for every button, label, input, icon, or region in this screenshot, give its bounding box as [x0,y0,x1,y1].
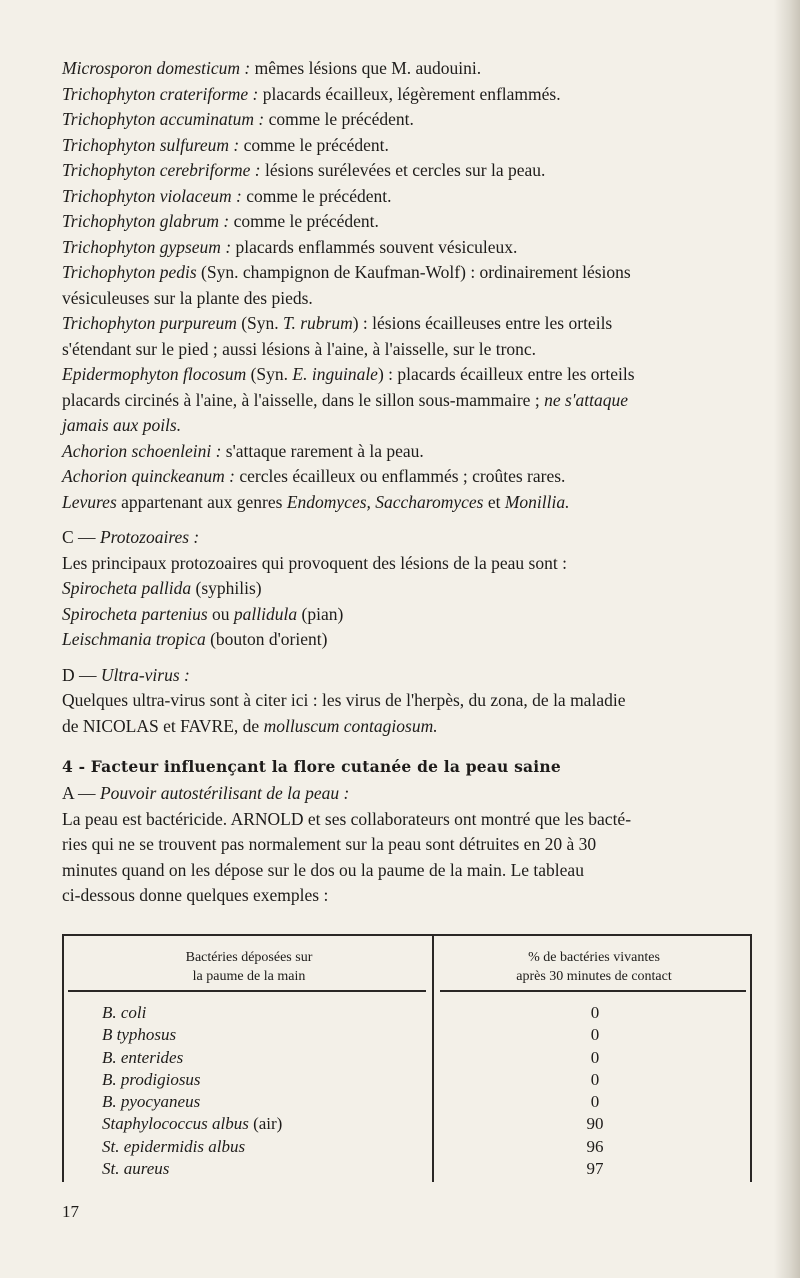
page-number: 17 [62,1202,79,1221]
table-header-left: Bactéries déposées sur la paume de la main [185,950,313,984]
virus-paragraph-line-1: Quelques ultra-virus sont à citer ici : les virus de l'herpès, du zona, de la maladie [62,690,626,710]
page-edge-shadow [774,0,800,1278]
table-right-rule [750,934,752,1182]
table-header-right: % de bactéries vivantes après 30 minutes de contact [516,950,672,984]
quinckeanum-line: Achorion quinckeanum : cercles écailleux ou enflammés ; croûtes rares. [62,466,566,486]
section-d-heading: D — Ultra-virus : [62,664,190,685]
table-row: St. aureus 97 [102,1159,604,1179]
pedis-line-2: vésiculeuses sur la plante des pieds. [62,287,313,308]
table-row: St. epidermidis albus 96 [102,1136,604,1156]
section-4-heading: 4 - Facteur influençant la flore cutanée de la peau saine [62,757,561,776]
table-left-rule [62,934,64,1182]
protozoa-intro: Les principaux protozoaires qui provoquent des lésions de la peau sont : [62,552,567,573]
species-line: Trichophyton crateriforme : placards écailleux, légèrement enflammés. [62,83,561,104]
species-line: Trichophyton gypseum : placards enflammés souvent vésiculeux. [62,236,518,257]
table-body [102,1002,742,1180]
virus-paragraph-line-2: de NICOLAS et FAVRE, de molluscum contagiosum. [62,715,438,736]
section-a-heading: A — Pouvoir autostérilisant de la peau : [62,783,350,803]
protozoa-item: Spirocheta partenius ou pallidula (pian) [62,603,344,624]
paragraph-a-line: minutes quand on les dépose sur le dos ou la paume de la main. Le tableau [62,859,584,880]
table-row: B. pyocyaneus 0 [102,1092,600,1112]
flocosum-line-3: jamais aux poils. [62,415,182,435]
flocosum-line-1: Epidermophyton flocosum (Syn. E. inguinale) : placards écailleux entre les orteils [62,364,635,384]
protozoa-item: Leischmania tropica (bouton d'orient) [62,629,328,649]
table-row: B. coli 0 [102,1003,600,1022]
section-c-heading: C — Protozoaires : [62,527,200,547]
paragraph-a-line: La peau est bactéricide. ARNOLD et ses collaborateurs ont montré que les bacté- [62,808,632,829]
table-row: Staphylococcus albus (air) 90 [102,1114,604,1134]
species-line: Trichophyton sulfureum : comme le précédent. [62,134,389,155]
species-line: Trichophyton violaceum : comme le précédent. [62,185,392,206]
bacteria-table [62,934,752,1182]
table-row: B typhosus 0 [102,1025,600,1045]
species-line: Microsporon domesticum : mêmes lésions que M. audouini. [62,58,482,78]
paragraph-a-line: ries qui ne se trouvent pas normalement sur la peau sont détruites en 20 à 30 [62,834,597,854]
table-row: B. prodigiosus 0 [102,1069,600,1089]
protozoa-list [62,576,762,653]
table-header-rule-left [68,990,426,992]
paragraph-a-line: ci-dessous donne quelques exemples : [62,885,329,905]
schoenleini-line: Achorion schoenleini : s'attaque rarement à la peau. [62,440,424,461]
pedis-line-1: Trichophyton pedis (Syn. champignon de Kaufman-Wolf) : ordinairement lésions [62,262,631,282]
purpureum-line-1: Trichophyton purpureum (Syn. T. rubrum) : lésions écailleuses entre les orteils [62,313,613,333]
species-list [62,56,762,515]
species-line: Trichophyton cerebriforme : lésions surélevées et cercles sur la peau. [62,160,546,180]
species-line: Trichophyton accuminatum : comme le précédent. [62,109,414,129]
table-header-rule-right [440,990,746,992]
species-line: Trichophyton glabrum : comme le précédent. [62,211,379,231]
levures-line: Levures appartenant aux genres Endomyces, Saccharomyces et Monillia. [62,491,570,512]
document-page [62,56,762,909]
paragraph-a [62,807,762,909]
purpureum-line-2: s'étendant sur le pied ; aussi lésions à l'aine, à l'aisselle, sur le tronc. [62,338,537,359]
table-top-rule [62,934,752,936]
flocosum-line-2: placards circinés à l'aine, à l'aisselle, dans le sillon sous-mammaire ; ne s'attaque [62,389,628,410]
table-row: B. enterides 0 [102,1047,600,1067]
protozoa-item: Spirocheta pallida (syphilis) [62,578,262,598]
